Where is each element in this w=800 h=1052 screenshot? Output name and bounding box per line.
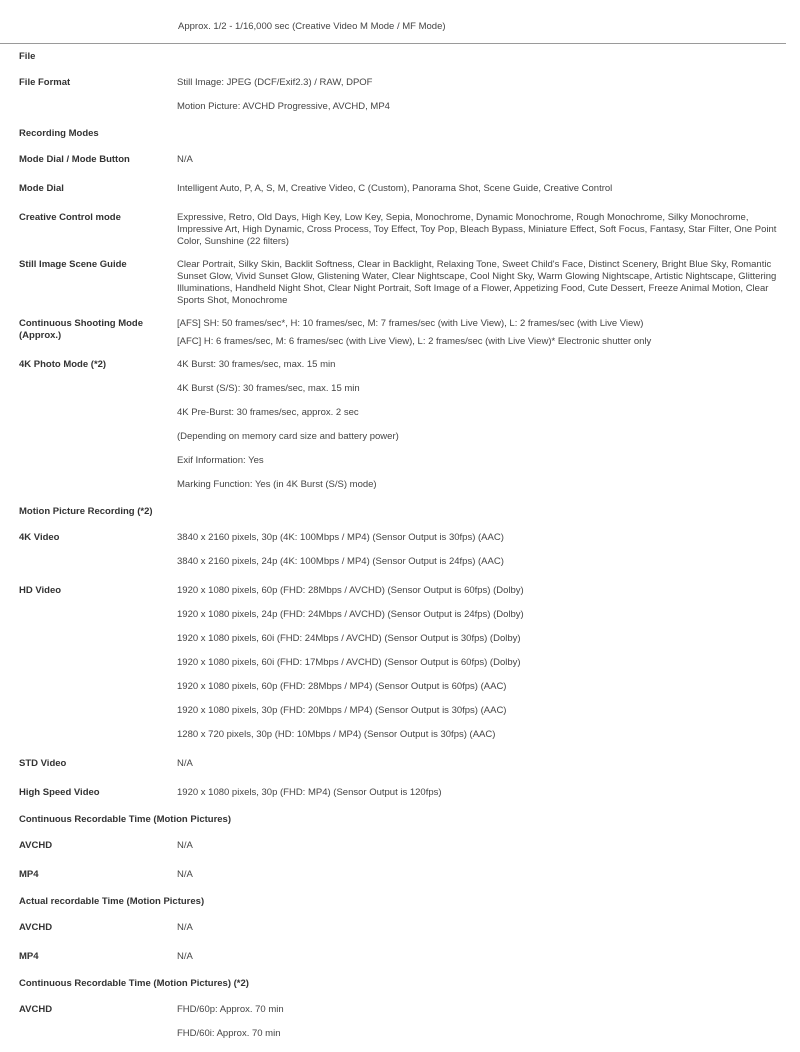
spec-label: Continuous Shooting Mode (Approx.): [19, 318, 144, 341]
spec-label: Still Image Scene Guide: [19, 259, 127, 270]
spec-value: 1920 x 1080 pixels, 60i (FHD: 17Mbps / AVCHD) (Sensor Output is 60fps) (Dolby): [177, 657, 521, 668]
spec-label: MP4: [19, 869, 39, 880]
spec-row: [0, 207, 786, 254]
section-heading: Actual recordable Time (Motion Pictures): [19, 896, 205, 907]
spec-row: [0, 999, 786, 1052]
spec-table: [0, 48, 786, 1052]
spec-value: 4K Burst: 30 frames/sec, max. 15 min: [177, 359, 336, 370]
spec-value: N/A: [177, 869, 193, 880]
spec-values: [177, 183, 783, 207]
spec-row: [0, 864, 786, 893]
spec-value: Clear Portrait, Silky Skin, Backlit Softness, Clear in Backlight, Relaxing Tone, Sweet Child's Face, Distinct Scenery, Bright Blue Sky, Romantic Sunset Glow, Vivid Sunset Glow, Glistening Water, Clear Nightscape, Cool Night Sky, Warm Glowing Nightscape, Artistic Nightscape, Glittering Illuminations, Handheld Night Shot, Clear Night Portrait, Soft Image of a Flower, Appetizing Food, Cute Dessert, Freeze Animal Motion, Clear Sports Shot, Monochrome: [177, 259, 777, 306]
spec-label: AVCHD: [19, 1004, 53, 1015]
spec-row: [0, 917, 786, 946]
spec-value: 1920 x 1080 pixels, 30p (FHD: MP4) (Sensor Output is 120fps): [177, 787, 442, 798]
spec-row: [0, 254, 786, 313]
section-heading: Continuous Recordable Time (Motion Pictures) (*2): [19, 978, 249, 989]
section-heading: Recording Modes: [19, 128, 99, 139]
spec-value: N/A: [177, 758, 193, 769]
divider: [0, 43, 786, 44]
spec-values: [177, 869, 783, 893]
spec-value: 1920 x 1080 pixels, 30p (FHD: 20Mbps / MP4) (Sensor Output is 30fps) (AAC): [177, 705, 507, 716]
spec-row: [0, 782, 786, 811]
spec-label: AVCHD: [19, 922, 53, 933]
shutter-speed-continuation: Approx. 1/2 - 1/16,000 sec (Creative Video M Mode / MF Mode): [178, 21, 446, 32]
spec-values: [177, 154, 783, 178]
section-heading: File: [19, 51, 36, 62]
spec-row: [0, 753, 786, 782]
spec-values: [177, 259, 783, 313]
spec-values: [177, 359, 783, 503]
spec-values: [177, 840, 783, 864]
spec-value: N/A: [177, 951, 193, 962]
spec-value: [AFC] H: 6 frames/sec, M: 6 frames/sec (with Live View), L: 2 frames/sec (with Live View)* Electronic shutter only: [177, 336, 652, 347]
spec-value: Motion Picture: AVCHD Progressive, AVCHD, MP4: [177, 101, 390, 112]
spec-label: 4K Video: [19, 532, 60, 543]
spec-row: [0, 835, 786, 864]
spec-value: 1920 x 1080 pixels, 60p (FHD: 28Mbps / AVCHD) (Sensor Output is 60fps) (Dolby): [177, 585, 524, 596]
spec-value: N/A: [177, 840, 193, 851]
spec-value: 1920 x 1080 pixels, 24p (FHD: 24Mbps / AVCHD) (Sensor Output is 24fps) (Dolby): [177, 609, 524, 620]
section-heading: Continuous Recordable Time (Motion Pictures): [19, 814, 232, 825]
spec-row: [0, 580, 786, 753]
spec-row: [0, 946, 786, 975]
spec-value: 1920 x 1080 pixels, 60i (FHD: 24Mbps / AVCHD) (Sensor Output is 30fps) (Dolby): [177, 633, 521, 644]
spec-value: N/A: [177, 154, 193, 165]
spec-value: FHD/60i: Approx. 70 min: [177, 1028, 281, 1039]
spec-value: N/A: [177, 922, 193, 933]
spec-value: 1920 x 1080 pixels, 60p (FHD: 28Mbps / MP4) (Sensor Output is 60fps) (AAC): [177, 681, 507, 692]
spec-value: FHD/60p: Approx. 70 min: [177, 1004, 284, 1015]
spec-label: File Format: [19, 77, 71, 88]
spec-label: Mode Dial / Mode Button: [19, 154, 130, 165]
spec-value: (Depending on memory card size and battery power): [177, 431, 399, 442]
spec-value: Expressive, Retro, Old Days, High Key, Low Key, Sepia, Monochrome, Dynamic Monochrome, Rough Monochrome, Silky Monochrome, Impressive Art, High Dynamic, Cross Process, Toy Effect, Toy Pop, Bleach Bypass, Miniature Effect, Soft Focus, Fantasy, Star Filter, One Point Color, Sunshine (22 filters): [177, 212, 777, 247]
spec-values: [177, 758, 783, 782]
spec-row: [0, 149, 786, 178]
spec-label: High Speed Video: [19, 787, 100, 798]
spec-row: [0, 313, 786, 354]
spec-row: [0, 354, 786, 503]
spec-value: 3840 x 2160 pixels, 30p (4K: 100Mbps / MP4) (Sensor Output is 30fps) (AAC): [177, 532, 504, 543]
spec-label: HD Video: [19, 585, 62, 596]
spec-value: 4K Burst (S/S): 30 frames/sec, max. 15 min: [177, 383, 360, 394]
spec-value: [AFS] SH: 50 frames/sec*, H: 10 frames/sec, M: 7 frames/sec (with Live View), L: 2 frames/sec (with Live View): [177, 318, 644, 329]
spec-values: [177, 318, 783, 354]
spec-label: Creative Control mode: [19, 212, 121, 223]
spec-row: [0, 178, 786, 207]
spec-values: [177, 585, 783, 753]
spec-value: 1280 x 720 pixels, 30p (HD: 10Mbps / MP4) (Sensor Output is 30fps) (AAC): [177, 729, 496, 740]
spec-value: Marking Function: Yes (in 4K Burst (S/S) mode): [177, 479, 377, 490]
spec-values: [177, 212, 783, 254]
spec-value: Exif Information: Yes: [177, 455, 264, 466]
spec-label: STD Video: [19, 758, 67, 769]
spec-values: [177, 532, 783, 580]
spec-values: [177, 77, 783, 125]
spec-value: Intelligent Auto, P, A, S, M, Creative Video, C (Custom), Panorama Shot, Scene Guide, Creative Control: [177, 183, 613, 194]
spec-values: [177, 1004, 783, 1052]
section-heading: Motion Picture Recording (*2): [19, 506, 153, 517]
spec-label: 4K Photo Mode (*2): [19, 359, 107, 370]
spec-values: [177, 787, 783, 811]
spec-label: Mode Dial: [19, 183, 64, 194]
spec-values: [177, 922, 783, 946]
spec-value: Still Image: JPEG (DCF/Exif2.3) / RAW, DPOF: [177, 77, 373, 88]
spec-label: AVCHD: [19, 840, 53, 851]
spec-values: [177, 951, 783, 975]
spec-value: 3840 x 2160 pixels, 24p (4K: 100Mbps / MP4) (Sensor Output is 24fps) (AAC): [177, 556, 504, 567]
spec-value: 4K Pre-Burst: 30 frames/sec, approx. 2 sec: [177, 407, 359, 418]
spec-row: [0, 72, 786, 125]
spec-row: [0, 527, 786, 580]
spec-label: MP4: [19, 951, 39, 962]
